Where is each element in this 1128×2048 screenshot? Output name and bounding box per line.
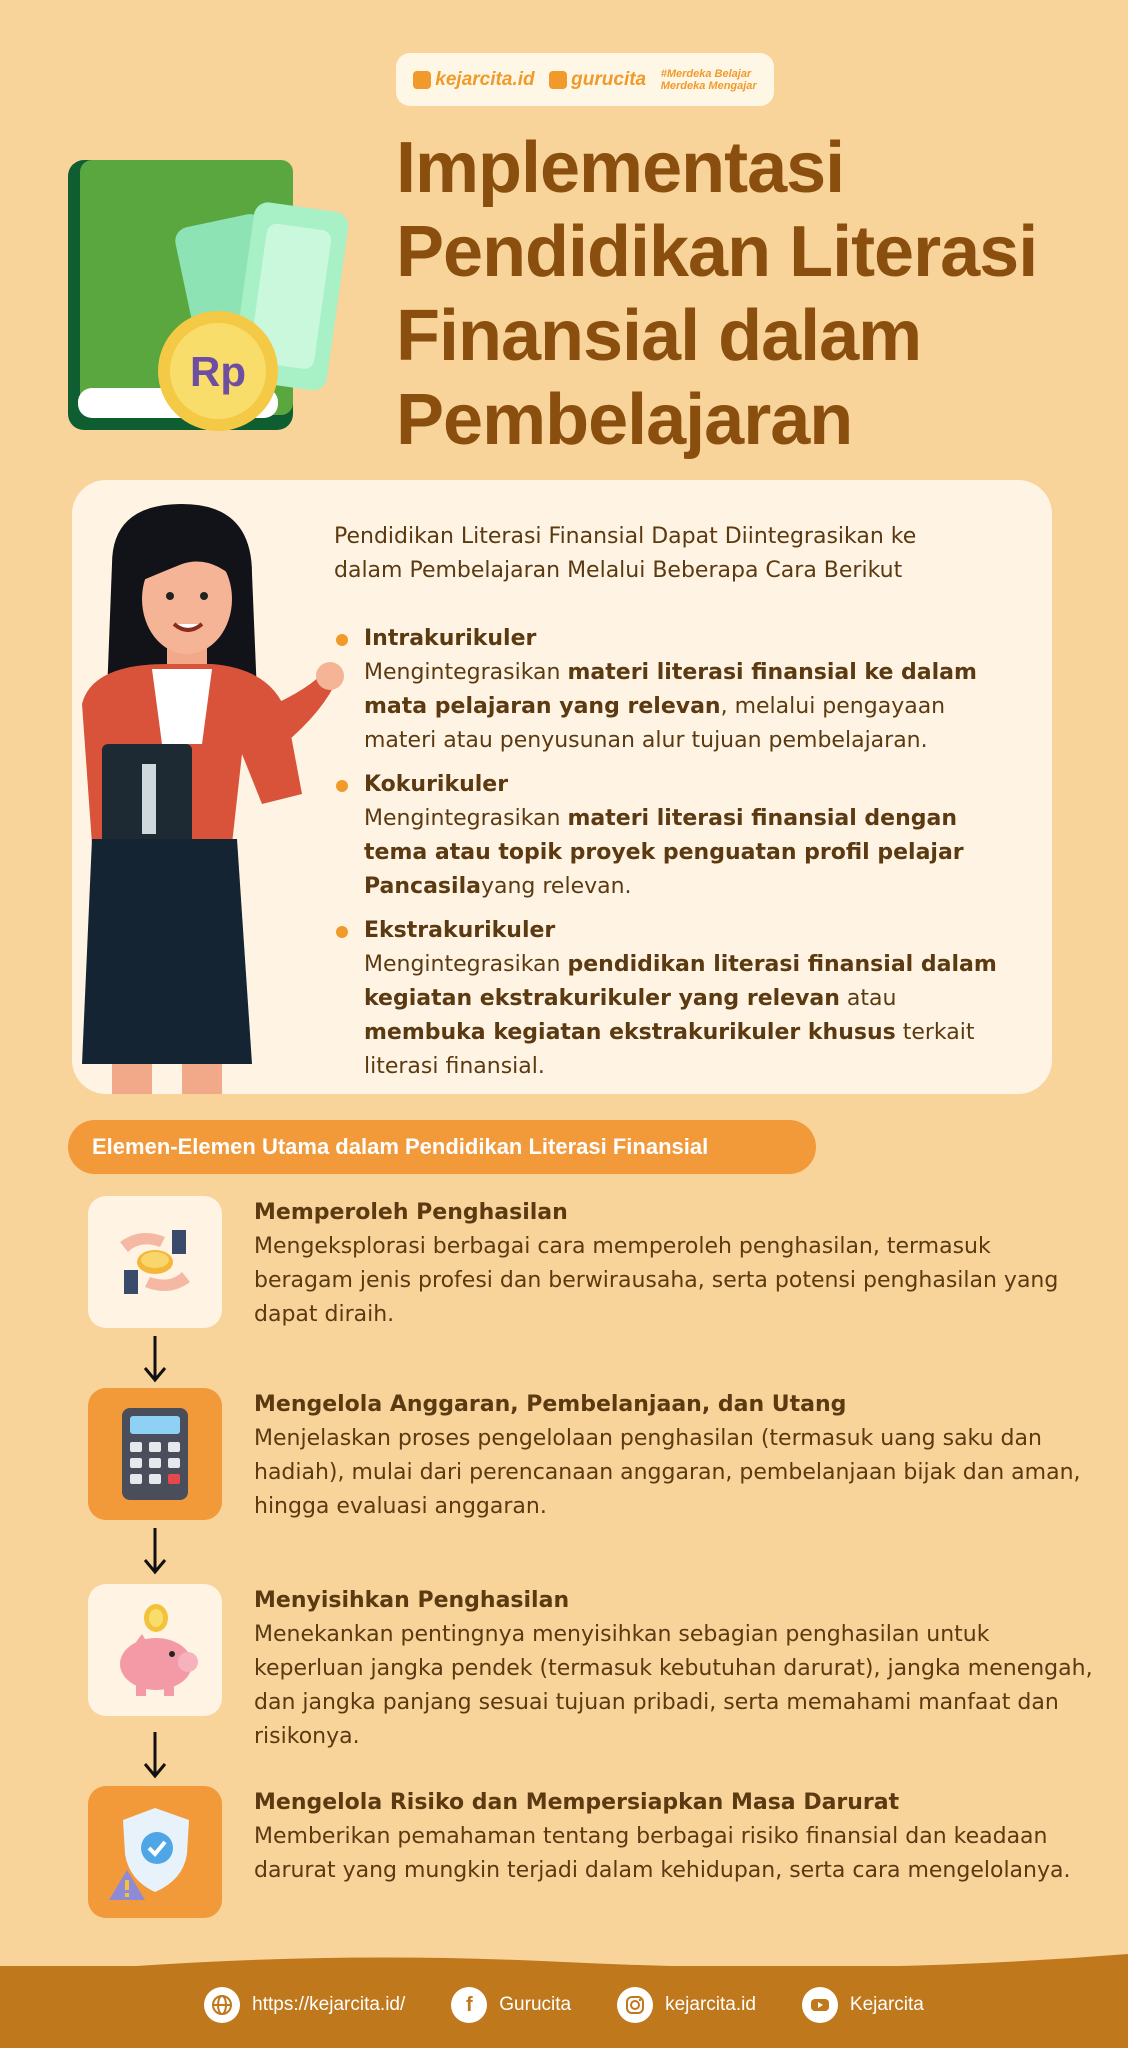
element-title: Mengelola Anggaran, Pembelanjaan, dan Utang [254,1392,847,1417]
footer-instagram-link[interactable] [617,1987,756,2023]
footer-links [0,1980,1128,2030]
instagram-icon [617,1987,653,2023]
kejarcita-logo [413,69,534,91]
page-title [396,126,1096,462]
item-heading: Intrakurikuler [364,626,537,651]
integration-item-ekstrakurikuler [334,914,1014,1084]
element-title: Memperoleh Penghasilan [254,1200,568,1225]
footer-website-link[interactable] [204,1987,405,2023]
integration-item-intrakurikuler [334,622,1014,758]
element-desc: Menjelaskan proses pengelolaan penghasilan (termasuk uang saku dan hadiah), mulai dari perencanaan anggaran, pembelanjaan bijak dan aman, hingga evaluasi anggaran. [254,1426,1081,1519]
bullet-icon [336,634,348,646]
merdeka-logo-line2: Merdeka Mengajar [660,79,757,92]
element-desc: Menekankan pentingnya menyisihkan sebagian penghasilan untuk keperluan jangka pendek (termasuk kebutuhan darurat), jangka menengah, dan jangka panjang sesuai tujuan pribadi, serta memahami manfaat dan risikonya. [254,1622,1093,1749]
section-title: Elemen-Elemen Utama dalam Pendidikan Literasi Finansial [68,1120,816,1174]
brand-logos [396,53,774,106]
merdeka-logo-line1: #Merdeka Belajar [660,67,752,80]
arrow-down-icon [140,1526,170,1576]
element-desc: Memberikan pemahaman tentang berbagai risiko finansial dan keadaan darurat yang mungkin terjadi dalam kehidupan, serta cara mengelolanya. [254,1824,1071,1883]
arrow-down-icon [140,1334,170,1384]
footer-facebook-link[interactable] [451,1987,571,2023]
footer-facebook-text: Gurucita [499,1994,572,2015]
piggy-bank-icon [88,1584,222,1716]
teacher-illustration [72,504,362,1094]
item-body: Mengintegrasikan pendidikan literasi finansial dalam kegiatan ekstrakurikuler yang relevan atau membuka kegiatan ekstrakurikuler khusus terkait literasi finansial. [364,952,997,1079]
arrow-down-icon [140,1730,170,1780]
coin-label: Rp [190,348,246,395]
facebook-icon: f [451,1987,487,2023]
element-title: Mengelola Risiko dan Mempersiapkan Masa Darurat [254,1790,900,1815]
footer-website-text: https://kejarcita.id/ [252,1994,406,2015]
calculator-icon [88,1388,222,1520]
title-line-2: Pendidikan Literasi [396,212,1038,292]
shield-warning-icon [88,1786,222,1918]
footer-instagram-text: kejarcita.id [665,1994,756,2015]
gurucita-mark-icon [549,71,567,89]
item-heading: Kokurikuler [364,772,509,797]
element-desc: Mengeksplorasi berbagai cara memperoleh penghasilan, termasuk beragam jenis profesi dan berwirausaha, serta potensi penghasilan yang dapat diraih. [254,1234,1059,1327]
integration-item-kokurikuler [334,768,1014,904]
integration-card [72,480,1052,1094]
merdeka-logo [661,68,757,92]
title-line-3: Finansial dalam [396,296,922,376]
kejarcita-mark-icon [413,71,431,89]
item-body: Mengintegrasikan materi literasi finansial dengan tema atau topik proyek penguatan profil pelajar Pancasilayang relevan. [364,806,964,899]
title-line-4: Pembelajaran [396,380,853,460]
card-intro: Pendidikan Literasi Finansial Dapat Diintegrasikan ke dalam Pembelajaran Melalui Beberapa Cara Berikut [334,524,917,583]
gurucita-logo-text: gurucita [571,68,647,90]
youtube-icon [802,1987,838,2023]
hands-coin-icon [88,1196,222,1328]
title-line-1: Implementasi [396,128,845,208]
book-money-illustration [68,156,368,436]
item-body: Mengintegrasikan materi literasi finansial ke dalam mata pelajaran yang relevan, melalui pengayaan materi atau penyusunan alur tujuan pembelajaran. [364,660,977,753]
bullet-icon [336,780,348,792]
globe-icon [204,1987,240,2023]
item-heading: Ekstrakurikuler [364,918,556,943]
gurucita-logo [549,69,646,91]
footer-youtube-link[interactable] [802,1987,924,2023]
integration-list [334,622,1014,1094]
kejarcita-logo-text: kejarcita.id [435,68,535,90]
footer-youtube-text: Kejarcita [849,1994,924,2015]
element-title: Menyisihkan Penghasilan [254,1588,570,1613]
bullet-icon [336,926,348,938]
